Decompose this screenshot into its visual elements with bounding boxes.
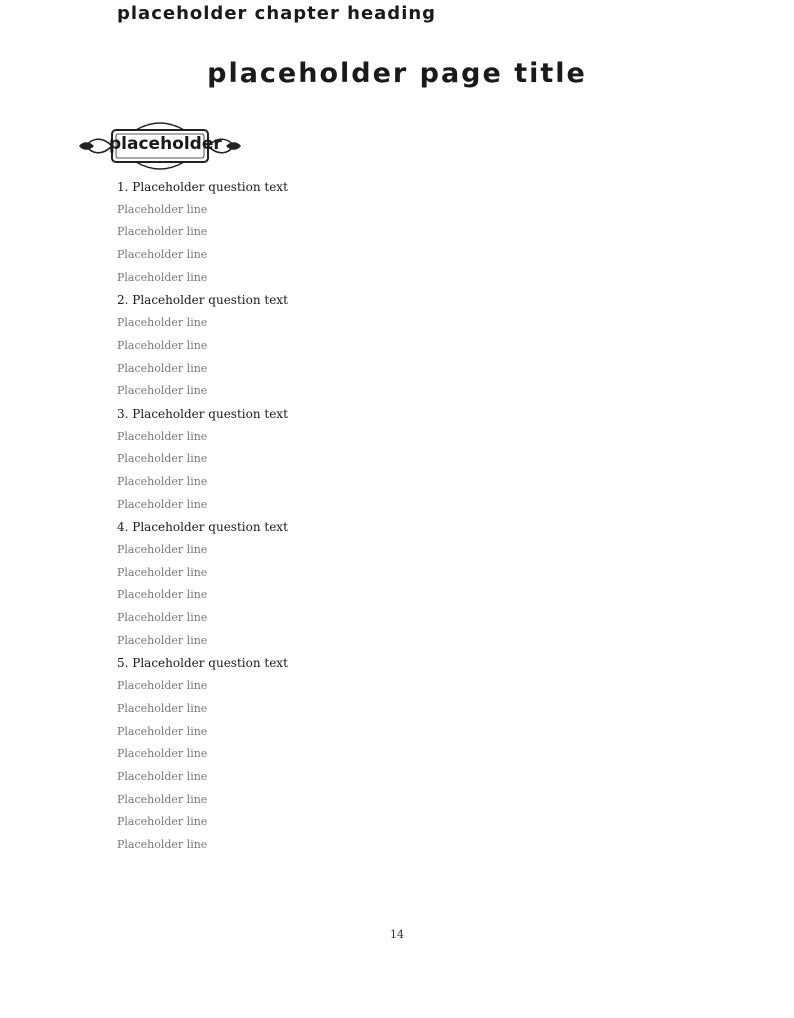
question-line: Placeholder line xyxy=(117,792,208,806)
question-line: Placeholder line xyxy=(117,202,208,216)
question-line: Placeholder line xyxy=(117,338,208,352)
chapter-heading: placeholder chapter heading xyxy=(117,3,437,24)
question-line: Placeholder line xyxy=(117,429,208,443)
question-line: Placeholder line xyxy=(117,633,208,647)
question-5 xyxy=(117,652,677,856)
question-line: Placeholder line xyxy=(117,452,208,466)
question-line: Placeholder line xyxy=(117,270,208,284)
question-line: Placeholder line xyxy=(117,361,208,375)
question-stem: 2. Placeholder question text xyxy=(117,293,288,308)
question-stem: 4. Placeholder question text xyxy=(117,520,288,535)
question-stem: 1. Placeholder question text xyxy=(117,180,288,194)
question-line: Placeholder line xyxy=(117,679,208,693)
section-title: placeholder xyxy=(109,134,222,154)
question-line: Placeholder line xyxy=(117,384,208,398)
question-line: Placeholder line xyxy=(117,724,208,738)
question-1 xyxy=(117,176,677,289)
question-line: Placeholder line xyxy=(117,225,208,239)
question-line: Placeholder line xyxy=(117,248,208,262)
question-line: Placeholder line xyxy=(117,316,208,330)
question-line: Placeholder line xyxy=(117,543,208,556)
question-4 xyxy=(117,516,677,652)
question-line: Placeholder line xyxy=(117,769,208,783)
question-line: Placeholder line xyxy=(117,611,208,625)
question-line: Placeholder line xyxy=(117,565,208,579)
page-number: 14 xyxy=(390,928,404,941)
question-line: Placeholder line xyxy=(117,815,208,829)
question-line: Placeholder line xyxy=(117,837,208,851)
section-badge xyxy=(76,118,244,174)
question-line: Placeholder line xyxy=(117,588,208,602)
question-line: Placeholder line xyxy=(117,474,208,488)
question-line: Placeholder line xyxy=(117,701,208,715)
question-list xyxy=(117,176,677,857)
question-stem: 3. Placeholder question text xyxy=(117,406,288,421)
question-3 xyxy=(117,403,677,516)
question-line: Placeholder line xyxy=(117,747,208,761)
question-stem: 5. Placeholder question text xyxy=(117,656,288,671)
question-2 xyxy=(117,289,677,402)
page-title: placeholder page title xyxy=(207,58,587,89)
question-line: Placeholder line xyxy=(117,497,208,511)
